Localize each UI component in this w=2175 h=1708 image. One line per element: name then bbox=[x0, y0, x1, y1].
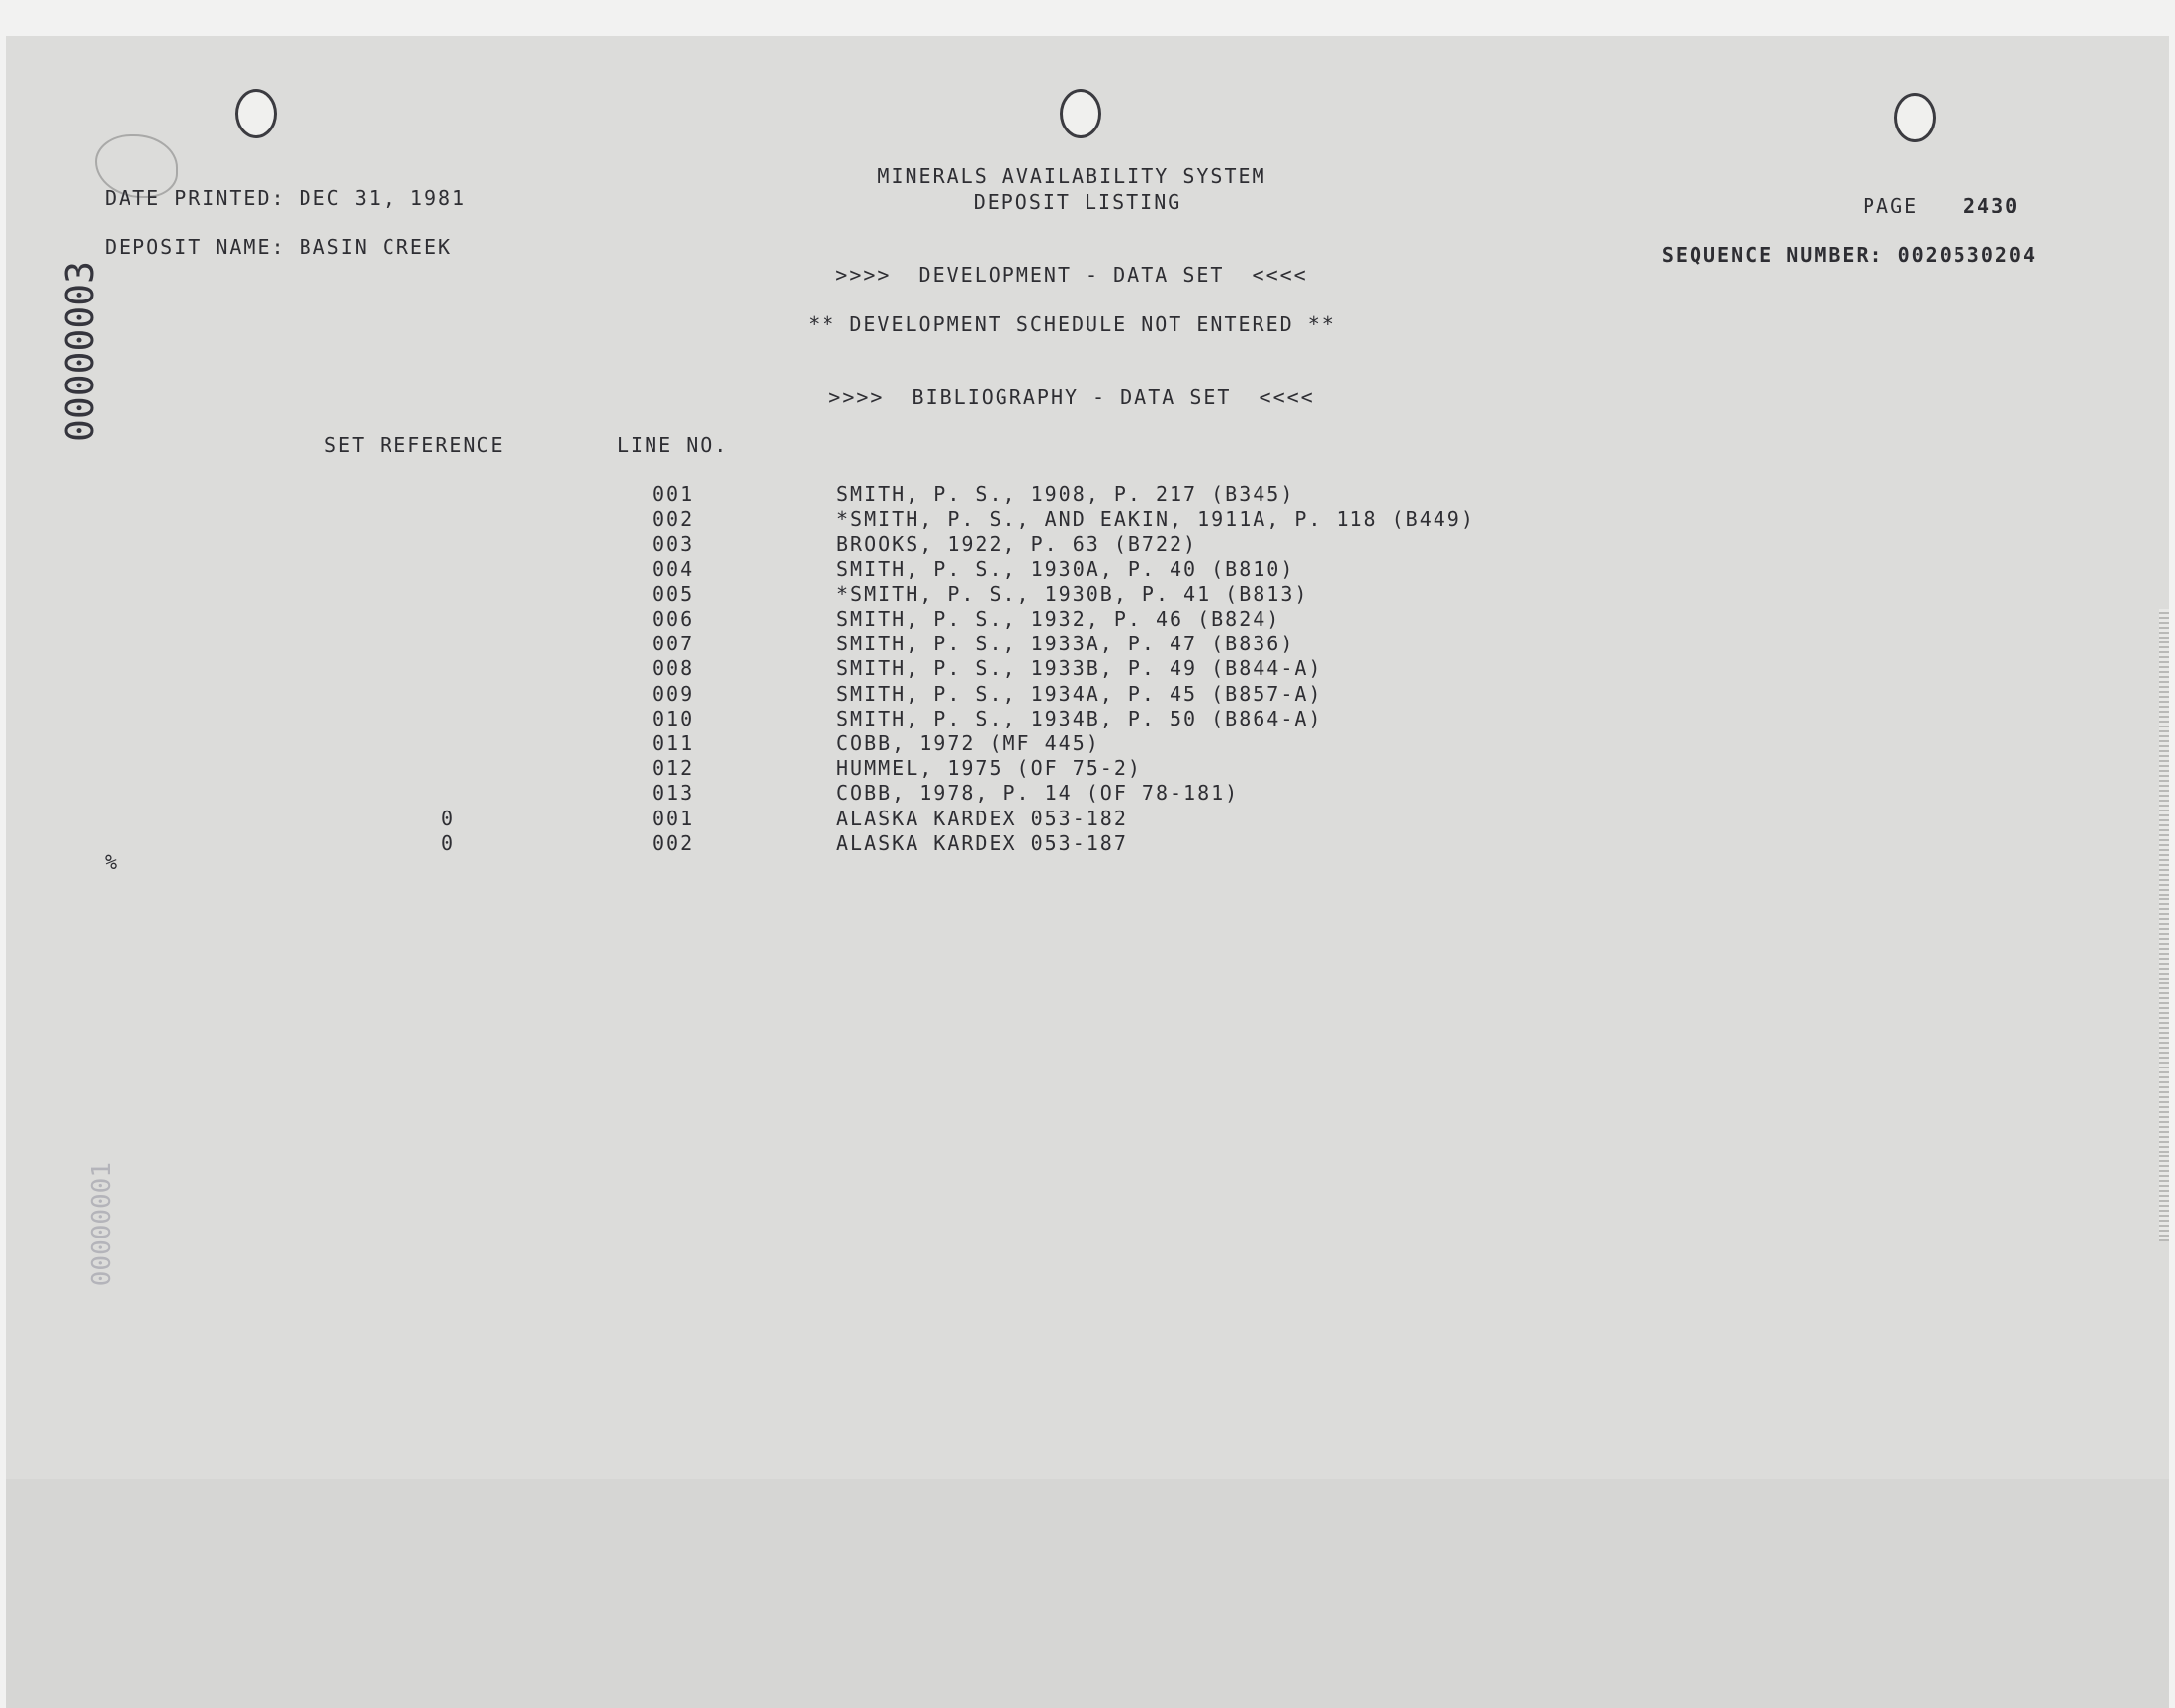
citation-cell: SMITH, P. S., 1908, P. 217 (B345) bbox=[836, 482, 1295, 506]
citation-cell: SMITH, P. S., 1934B, P. 50 (B864-A) bbox=[836, 706, 1323, 730]
development-heading: >>>> DEVELOPMENT - DATA SET <<<< bbox=[835, 263, 1308, 287]
line-number-cell: 001 bbox=[652, 482, 695, 506]
line-number-cell: 012 bbox=[652, 756, 695, 781]
line-number-cell: 002 bbox=[652, 830, 695, 855]
page-number: 2430 bbox=[1963, 194, 2020, 217]
citation-cell: SMITH, P. S., 1932, P. 46 (B824) bbox=[836, 607, 1281, 631]
line-number-cell: 004 bbox=[652, 556, 695, 581]
line-number-cell: 002 bbox=[652, 507, 695, 532]
punch-hole-center bbox=[1060, 89, 1101, 138]
development-note: ** DEVELOPMENT SCHEDULE NOT ENTERED ** bbox=[808, 312, 1336, 336]
citation-cell: SMITH, P. S., 1933B, P. 49 (B844-A) bbox=[836, 656, 1323, 681]
citation-cell: SMITH, P. S., 1934A, P. 45 (B857-A) bbox=[836, 681, 1323, 706]
citation-cell: *SMITH, P. S., AND EAKIN, 1911A, P. 118 (B449) bbox=[836, 507, 1475, 532]
column-header-set-reference: SET REFERENCE bbox=[324, 433, 505, 457]
line-number-cell: 007 bbox=[652, 632, 695, 656]
punch-hole-left bbox=[235, 89, 277, 138]
printout-sheet bbox=[6, 36, 2169, 1708]
system-title: MINERALS AVAILABILITY SYSTEM bbox=[877, 164, 1266, 188]
citation-cell: *SMITH, P. S., 1930B, P. 41 (B813) bbox=[836, 581, 1309, 606]
line-number-cell: 006 bbox=[652, 607, 695, 631]
lower-paper-strip bbox=[6, 1479, 2169, 1708]
deposit-name: DEPOSIT NAME: BASIN CREEK bbox=[105, 235, 453, 259]
sequence-number: SEQUENCE NUMBER: 0020530204 bbox=[1661, 243, 2037, 267]
citation-cell: HUMMEL, 1975 (OF 75-2) bbox=[836, 756, 1142, 781]
line-number-cell: 011 bbox=[652, 731, 695, 755]
page-label: PAGE bbox=[1863, 194, 1919, 217]
citation-cell: ALASKA KARDEX 053-182 bbox=[836, 806, 1128, 830]
listing-title: DEPOSIT LISTING bbox=[973, 190, 1182, 214]
bibliography-heading: >>>> BIBLIOGRAPHY - DATA SET <<<< bbox=[828, 385, 1315, 409]
column-header-line-no: LINE NO. bbox=[617, 433, 729, 457]
date-printed: DATE PRINTED: DEC 31, 1981 bbox=[105, 186, 467, 210]
citation-cell: ALASKA KARDEX 053-187 bbox=[836, 830, 1128, 855]
line-number-cell: 013 bbox=[652, 781, 695, 806]
frame-number-stamp: 00000003 bbox=[58, 261, 102, 443]
set-reference-cell: 0 bbox=[440, 806, 455, 830]
citation-cell: SMITH, P. S., 1933A, P. 47 (B836) bbox=[836, 632, 1295, 656]
citation-cell: BROOKS, 1922, P. 63 (B722) bbox=[836, 532, 1198, 556]
line-number-cell: 009 bbox=[652, 681, 695, 706]
punch-hole-right bbox=[1894, 93, 1936, 142]
citation-cell: COBB, 1978, P. 14 (OF 78-181) bbox=[836, 781, 1240, 806]
citation-cell: COBB, 1972 (MF 445) bbox=[836, 731, 1100, 755]
line-number-cell: 005 bbox=[652, 581, 695, 606]
right-edge-perforation bbox=[2159, 609, 2169, 1241]
end-of-listing-marker: % bbox=[105, 850, 120, 874]
line-number-cell: 001 bbox=[652, 806, 695, 830]
set-reference-cell: 0 bbox=[440, 830, 455, 855]
line-number-cell: 010 bbox=[652, 706, 695, 730]
citation-cell: SMITH, P. S., 1930A, P. 40 (B810) bbox=[836, 556, 1295, 581]
line-number-cell: 003 bbox=[652, 532, 695, 556]
line-number-cell: 008 bbox=[652, 656, 695, 681]
frame-number-stamp-faint: 00000001 bbox=[87, 1162, 117, 1287]
